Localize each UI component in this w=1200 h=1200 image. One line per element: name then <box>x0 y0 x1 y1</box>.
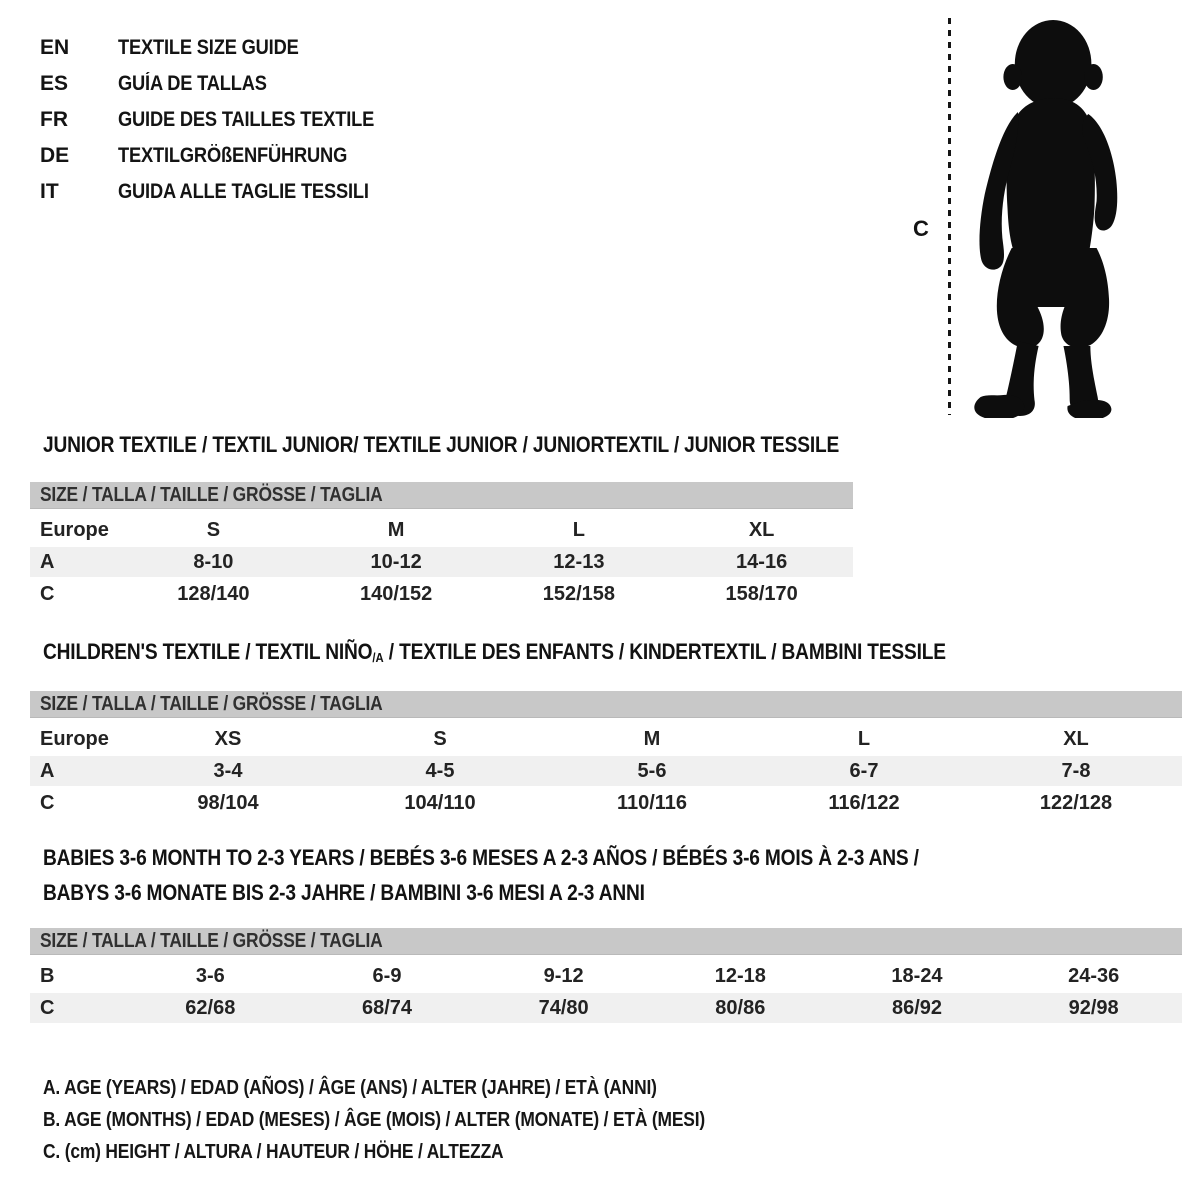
table-row-europe <box>30 515 853 545</box>
note-line-a: A. AGE (YEARS) / EDAD (AÑOS) / ÂGE (ANS) / ALTER (JAHRE) / ETÀ (ANNI) <box>43 1077 657 1099</box>
table-row-age <box>30 547 853 577</box>
lang-title: TEXTILGRÖßENFÜHRUNG <box>118 144 348 167</box>
height-cell: 92/98 <box>1068 996 1119 1019</box>
row-label: A <box>40 759 55 782</box>
legend-notes <box>43 1072 804 1168</box>
height-cell: 86/92 <box>891 996 943 1019</box>
row-label: Europe <box>40 518 109 541</box>
age-cell: 7-8 <box>1061 759 1091 782</box>
size-cell: XL <box>1063 727 1089 750</box>
section-title-babies-line1: BABIES 3-6 MONTH TO 2-3 YEARS / BEBÉS 3-6 MESES A 2-3 AÑOS / BÉBÉS 3-6 MOIS À 2-3 ANS / <box>43 845 919 870</box>
size-cell: M <box>387 518 405 541</box>
note-line-b: B. AGE (MONTHS) / EDAD (MESES) / ÂGE (MOIS) / ALTER (MONATE) / ETÀ (MESI) <box>43 1109 706 1131</box>
height-cell: 104/110 <box>404 791 476 814</box>
age-cell: 3-6 <box>195 964 225 987</box>
table-row-europe <box>30 724 1182 754</box>
age-cell: 6-9 <box>372 964 402 987</box>
lang-code: IT <box>40 180 59 203</box>
size-header-bar: SIZE / TALLA / TAILLE / GRÖSSE / TAGLIA <box>30 691 1182 718</box>
children-size-table <box>30 691 1182 820</box>
height-dashed-line <box>948 18 951 415</box>
row-label: A <box>40 550 55 573</box>
table-row-height <box>30 788 1182 818</box>
table-row-age <box>30 756 1182 786</box>
age-cell: 5-6 <box>637 759 667 782</box>
age-cell: 3-4 <box>213 759 243 782</box>
row-label: Europe <box>40 727 109 750</box>
lang-code: DE <box>40 144 70 167</box>
lang-row-fr <box>40 102 412 138</box>
lang-row-de <box>40 138 412 174</box>
lang-row-en <box>40 30 412 66</box>
lang-title: GUÍA DE TALLAS <box>118 72 267 95</box>
table-row-months <box>30 961 1182 991</box>
height-cell: 110/116 <box>616 791 688 814</box>
section-title-junior: JUNIOR TEXTILE / TEXTIL JUNIOR/ TEXTILE JUNIOR / JUNIORTEXTIL / JUNIOR TESSILE <box>43 432 840 457</box>
junior-size-table <box>30 482 853 611</box>
lang-row-es <box>40 66 412 102</box>
nino-a-subscript: /A <box>372 650 384 665</box>
size-cell: S <box>433 727 447 750</box>
row-label: C <box>40 996 55 1019</box>
age-cell: 4-5 <box>425 759 455 782</box>
section-title-children: CHILDREN'S TEXTILE / TEXTIL NIÑO/A / TEXTILE DES ENFANTS / KINDERTEXTIL / BAMBINI TESSILE <box>43 639 946 665</box>
age-cell: 12-13 <box>553 550 605 573</box>
row-label: C <box>40 791 55 814</box>
size-cell: S <box>206 518 221 541</box>
section-title-babies-line2: BABYS 3-6 MONATE BIS 2-3 JAHRE / BAMBINI 3-6 MESI A 2-3 ANNI <box>43 880 645 905</box>
size-cell: XL <box>748 518 775 541</box>
lang-code: FR <box>40 108 68 131</box>
size-cell: L <box>857 727 871 750</box>
height-cell: 158/170 <box>725 582 798 605</box>
lang-title: GUIDE DES TAILLES TEXTILE <box>118 108 375 131</box>
row-label: C <box>40 582 55 605</box>
row-label: B <box>40 964 55 987</box>
age-cell: 6-7 <box>849 759 879 782</box>
age-cell: 9-12 <box>543 964 584 987</box>
height-cell: 152/158 <box>542 582 616 605</box>
lang-code: EN <box>40 36 70 59</box>
age-cell: 8-10 <box>193 550 234 573</box>
toddler-silhouette <box>962 14 1138 418</box>
height-cell: 68/74 <box>361 996 413 1019</box>
size-cell: M <box>643 727 661 750</box>
lang-code: ES <box>40 72 69 95</box>
size-cell: XS <box>214 727 242 750</box>
lang-row-it <box>40 174 412 210</box>
height-cell: 122/128 <box>1039 791 1113 814</box>
height-cell: 98/104 <box>197 791 259 814</box>
height-cell: 62/68 <box>185 996 236 1019</box>
age-cell: 12-18 <box>714 964 766 987</box>
age-cell: 24-36 <box>1068 964 1120 987</box>
table-row-height <box>30 993 1182 1023</box>
age-cell: 18-24 <box>891 964 943 987</box>
table-row-height <box>30 579 853 609</box>
age-cell: 10-12 <box>370 550 422 573</box>
note-line-c: C. (cm) HEIGHT / ALTURA / HAUTEUR / HÖHE / ALTEZZA <box>43 1141 504 1163</box>
lang-title: GUIDA ALLE TAGLIE TESSILI <box>118 180 369 203</box>
height-cell: 80/86 <box>715 996 766 1019</box>
age-cell: 14-16 <box>736 550 788 573</box>
lang-title: TEXTILE SIZE GUIDE <box>118 36 299 59</box>
size-header-bar: SIZE / TALLA / TAILLE / GRÖSSE / TAGLIA <box>30 928 1182 955</box>
height-cell: 128/140 <box>177 582 250 605</box>
babies-size-table <box>30 928 1182 1025</box>
height-cell: 116/122 <box>828 791 900 814</box>
size-header-bar: SIZE / TALLA / TAILLE / GRÖSSE / TAGLIA <box>30 482 853 509</box>
height-cell: 74/80 <box>538 996 589 1019</box>
height-cell: 140/152 <box>359 582 433 605</box>
size-cell: L <box>572 518 585 541</box>
height-letter-label: C <box>913 216 929 241</box>
language-title-block <box>40 30 412 210</box>
